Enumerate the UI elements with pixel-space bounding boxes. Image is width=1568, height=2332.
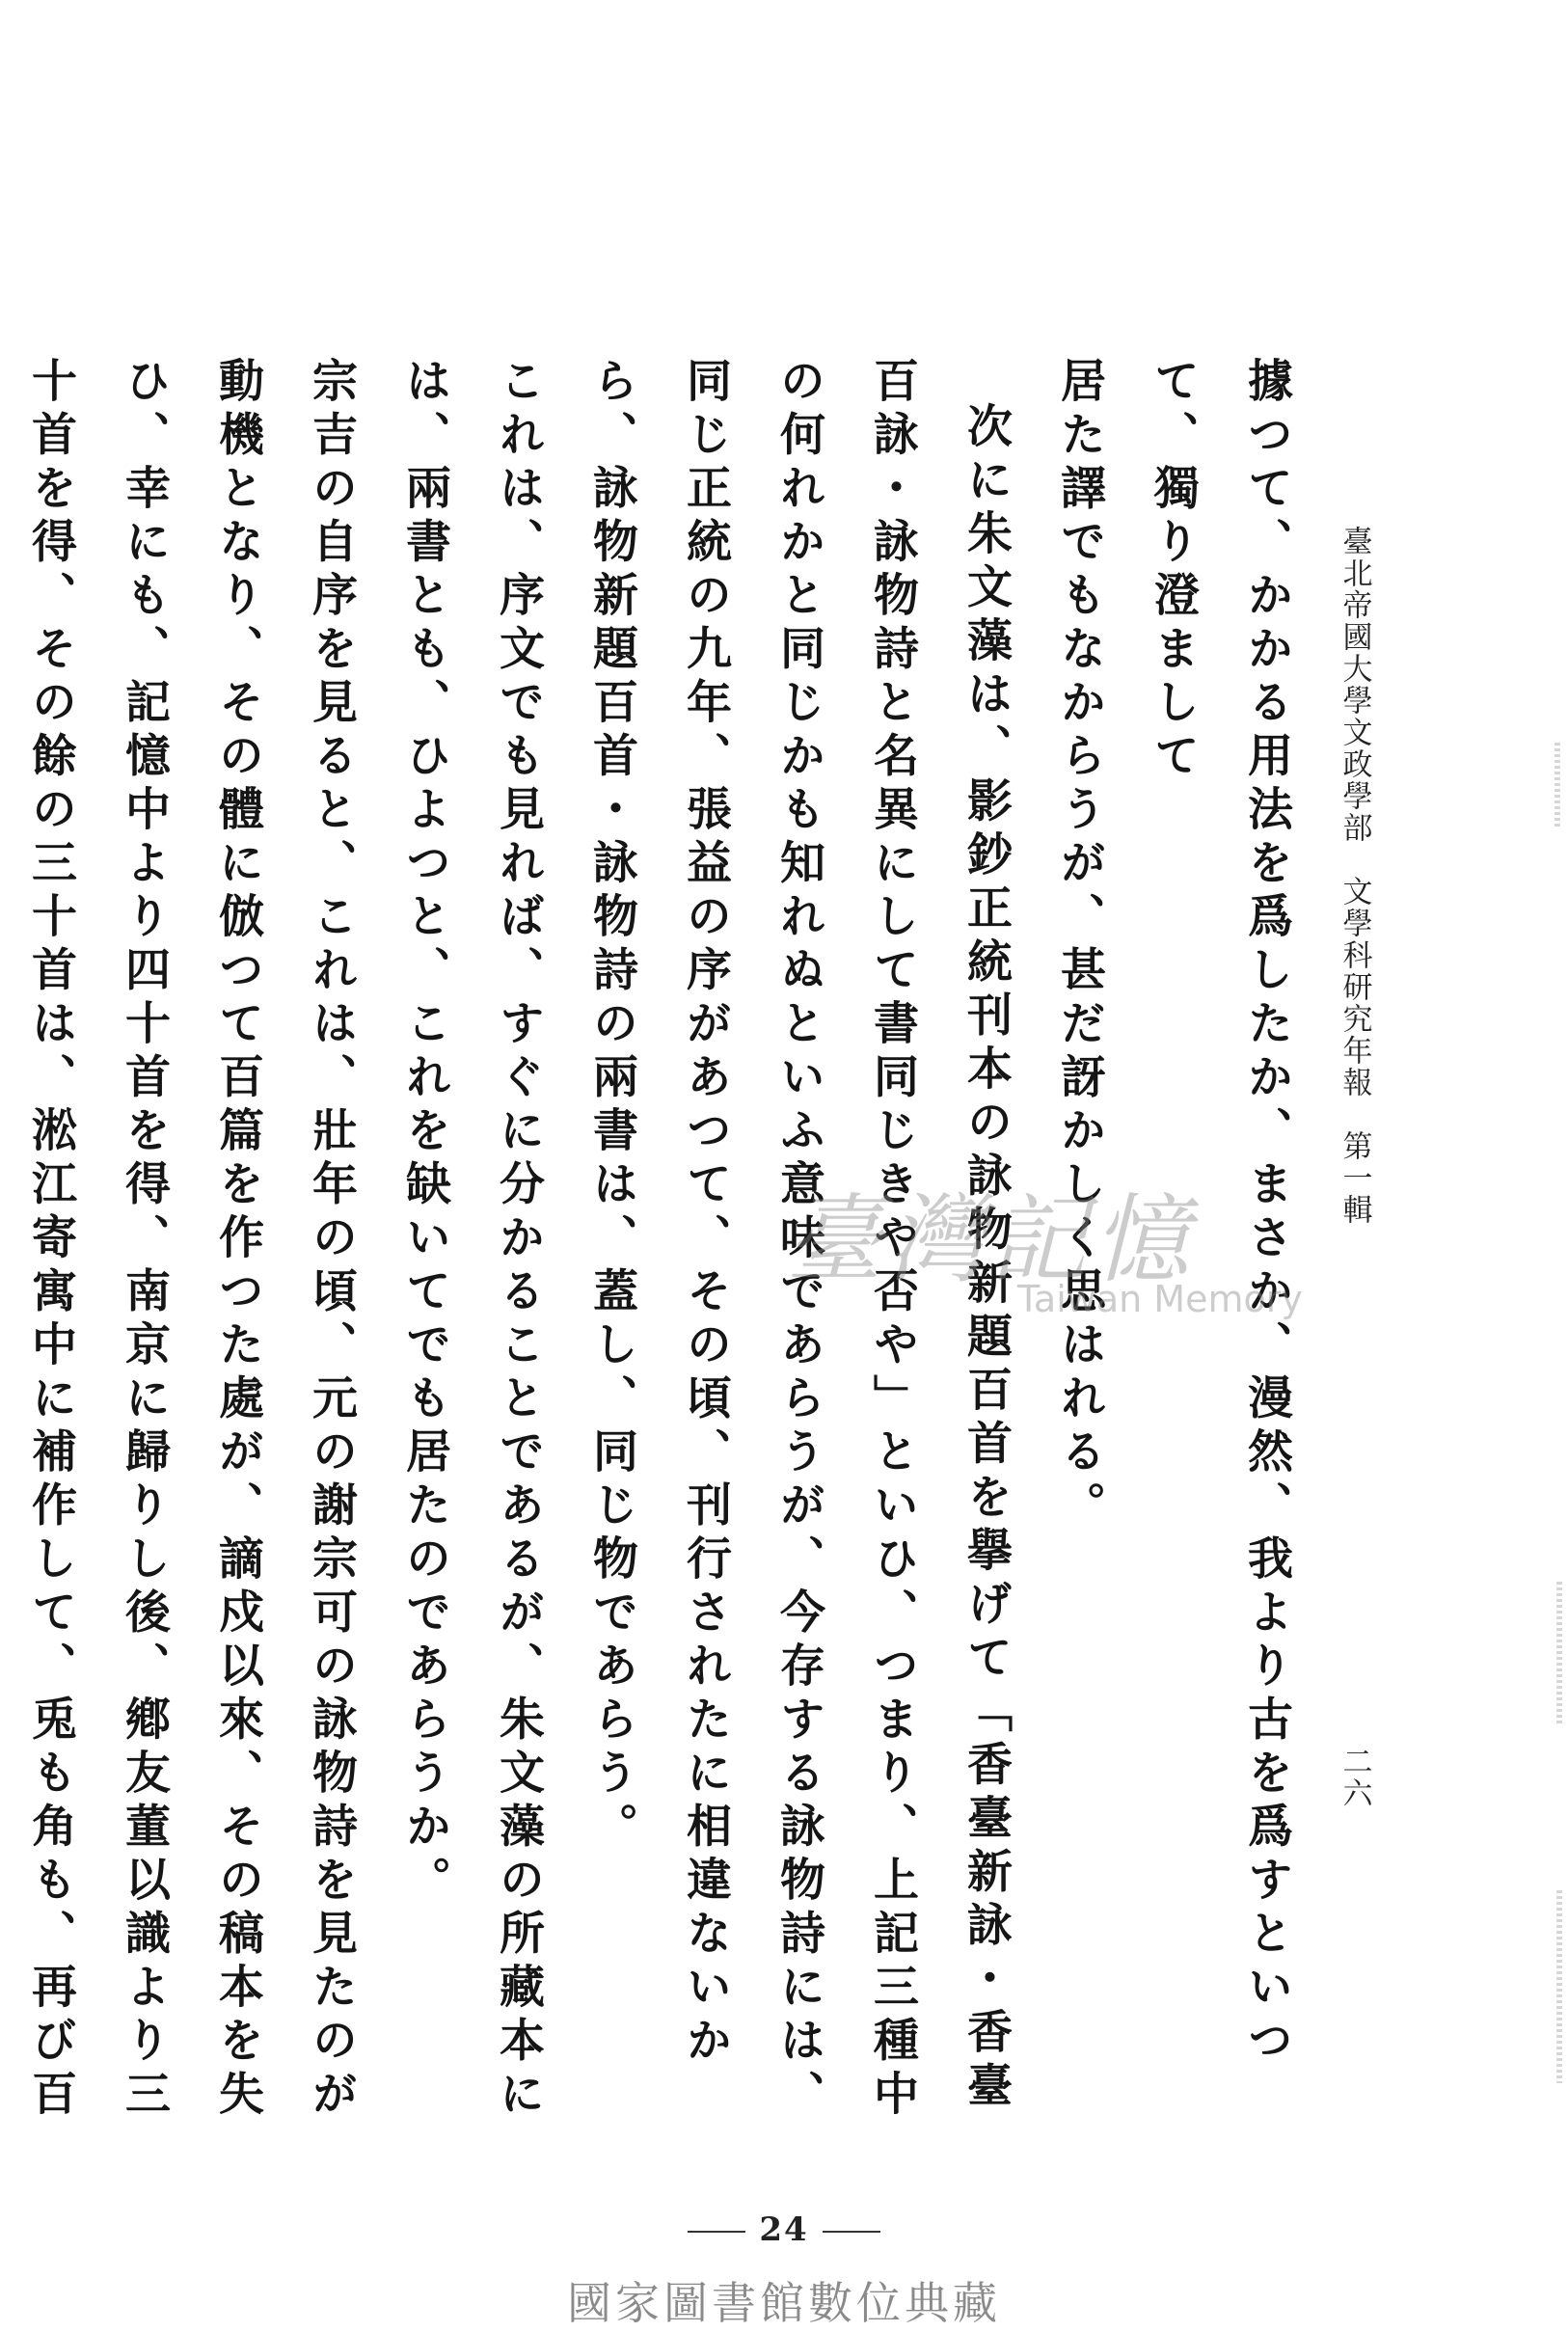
page-folio [0, 2210, 1568, 2249]
scan-edge-mark-2 [1556, 1582, 1562, 1726]
paragraph-5: 宗吉の自序を見ると、これは、壯年の頃、元の謝宗可の詠物詩を見たのが動機となり、その體に倣つて百篇を作つた處が、謫戍以來、その稿本を失ひ、幸にも、記憶中より四十首を得、南京に歸りし後、鄕友董以識より三十首を得、その餘の三十首は、淞江寄寓中に補作して、兎も角も、再び百 [24, 357, 358, 2124]
scan-edge-mark-1 [1554, 743, 1560, 829]
library-footer: 國家圖書館數位典藏 [567, 2277, 1001, 2329]
body-text [0, 357, 1313, 2151]
running-head: 臺北帝國大學文政學部 文學科研究年報 第一輯 [1337, 526, 1372, 1226]
watermark-sub-text: Taiwan Memory [1017, 1278, 1303, 1320]
folio-number: 24 [759, 2210, 809, 2249]
folio-dash-left [688, 2231, 745, 2233]
paragraph-4: これは、序文でも見れば、すぐに分かることであるが、朱文藻の所藏本には、兩書とも、ひよつと、これを缺いてでも居たのであらうか。 [398, 357, 545, 2124]
paragraph-1: 據つて、かかる用法を爲したか、まさか、漫然、我より古を爲すといつて、獨り澄まして [1147, 357, 1293, 2070]
side-page-number: 二六 [1337, 1746, 1372, 1809]
folio-dash-right [823, 2231, 880, 2233]
paragraph-3: 次に朱文藻は、影鈔正統刊本の詠物新題百首を擧げて「香臺新詠・香臺百詠・詠物詩と名異にして書同じきや否や」といひ、つまり、上記三種中の何れかと同じかも知れぬといふ意味であらうが、今存する詠物詩には、同じ正統の九年、張益の序があつて、その頃、刊行されたに相違ないから、詠物新題百首・詠物詩の兩書は、蓋し、同じ物であらう。 [585, 357, 1013, 2124]
watermark-main-text: 臺灣記憶 [786, 1183, 1195, 1296]
scan-edge-mark-3 [1556, 1890, 1562, 2083]
paragraph-2: 居た譯でもなからうが、甚だ訝かしく思はれる。 [1053, 357, 1106, 1534]
